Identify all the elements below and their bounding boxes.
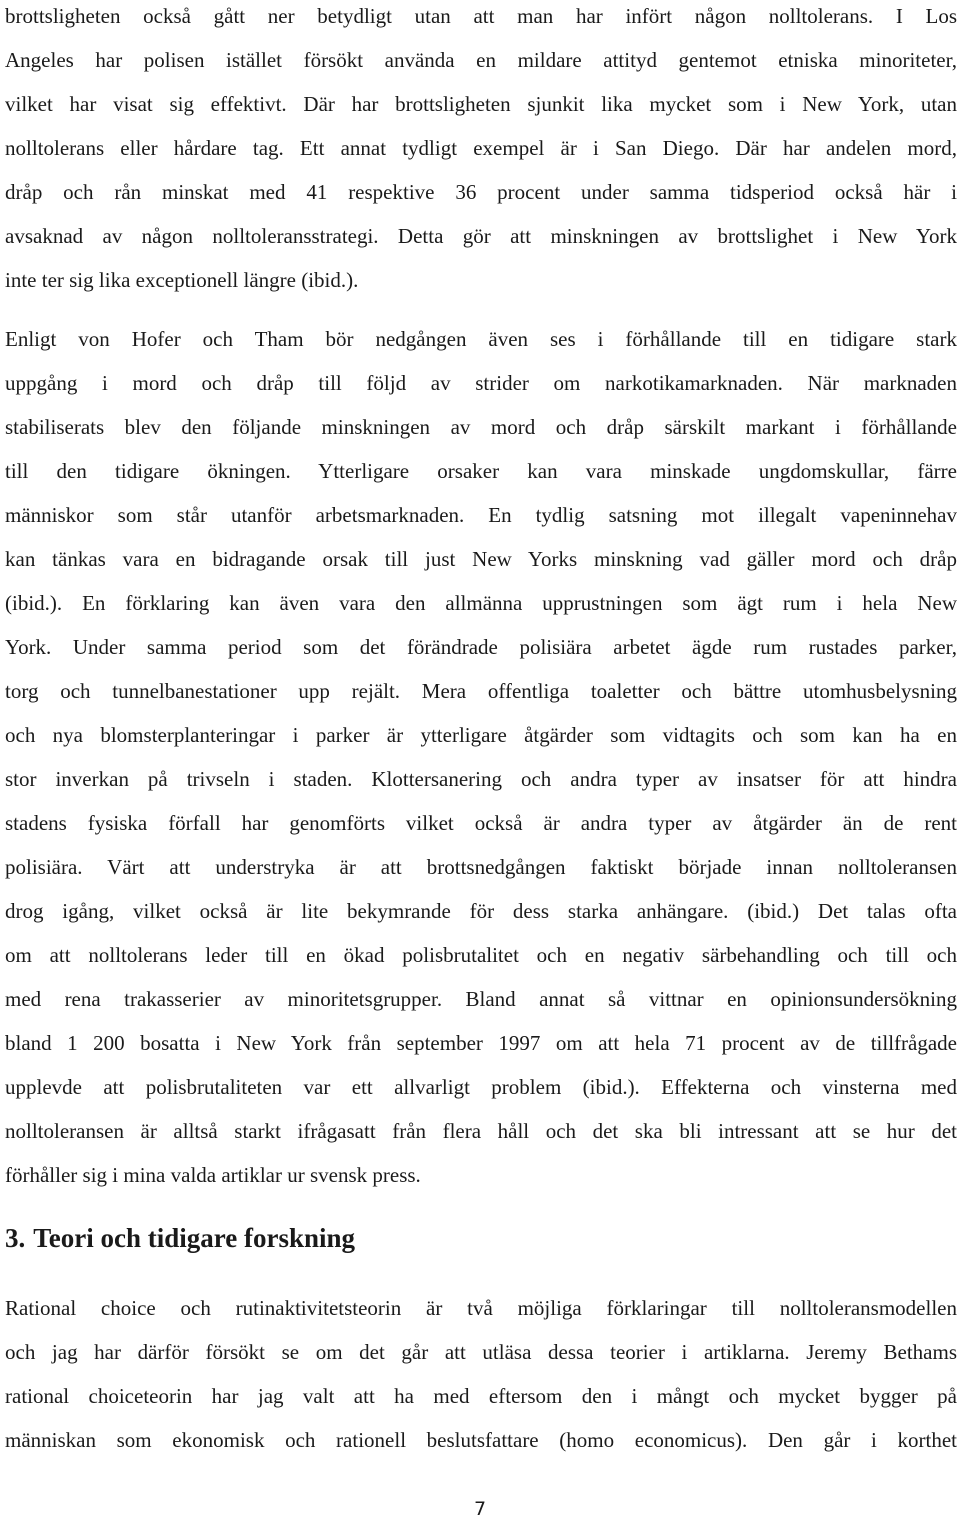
text-line: drog igång, vilket också är lite bekymrande för dess starka anhängare. (ibid.) Det talas ofta	[5, 899, 957, 923]
text-line: stadens fysiska förfall har genomförts vilket också är andra typer av åtgärder än de rent	[5, 811, 957, 835]
text-line: nolltolerans eller hårdare tag. Ett annat tydligt exempel är i San Diego. Där har andelen mord,	[5, 136, 957, 160]
section-number: 3.	[5, 1223, 26, 1253]
paragraph-3	[5, 1286, 957, 1462]
text-line: förhåller sig i mina valda artiklar ur svensk press.	[5, 1163, 421, 1187]
paragraph-2	[5, 317, 957, 1197]
text-line: människan som ekonomisk och rationell beslutsfattare (homo economicus). Den går i korthet	[5, 1428, 957, 1452]
text-line: stabiliserats blev den följande minskningen av mord och dråp särskilt markant i förhållande	[5, 415, 957, 439]
text-line: människor som står utanför arbetsmarknaden. En tydlig satsning mot illegalt vapeninnehav	[5, 503, 957, 527]
text-line: kan tänkas vara en bidragande orsak till just New Yorks minskning vad gäller mord och dråp	[5, 547, 957, 571]
text-line: om att nolltolerans leder till en ökad polisbrutalitet och en negativ särbehandling och till och	[5, 943, 957, 967]
text-line: nolltoleransen är alltså starkt ifrågasatt från flera håll och det ska bli intressant att se hur det	[5, 1119, 957, 1143]
text-line: avsaknad av någon nolltoleransstrategi. Detta gör att minskningen av brottslighet i New York	[5, 224, 957, 248]
text-line: uppgång i mord och dråp till följd av strider om narkotikamarknaden. När marknaden	[5, 371, 957, 395]
text-line: stor inverkan på trivseln i staden. Klottersanering och andra typer av insatser för att hindra	[5, 767, 957, 791]
text-line: rational choiceteorin har jag valt att ha med eftersom den i mångt och mycket bygger på	[5, 1384, 957, 1408]
text-line: York. Under samma period som det förändrade polisiära arbetet ägde rum rustades parker,	[5, 635, 957, 659]
text-line: torg och tunnelbanestationer upp rejält. Mera offentliga toaletter och bättre utomhusbelysning	[5, 679, 957, 703]
text-line: inte ter sig lika exceptionell längre (ibid.).	[5, 268, 359, 292]
text-line: bland 1 200 bosatta i New York från september 1997 om att hela 71 procent av de tillfrågade	[5, 1031, 957, 1055]
section-heading	[5, 1218, 355, 1258]
section-title: Teori och tidigare forskning	[33, 1223, 356, 1253]
text-line: Angeles har polisen istället försökt använda en mildare attityd gentemot etniska minoriteter,	[5, 48, 957, 72]
text-line: Enligt von Hofer och Tham bör nedgången även ses i förhållande till en tidigare stark	[5, 327, 957, 351]
text-line: upplevde att polisbrutaliteten var ett allvarligt problem (ibid.). Effekterna och vinsterna med	[5, 1075, 957, 1099]
text-line: (ibid.). En förklaring kan även vara den allmänna upprustningen som ägt rum i hela New	[5, 591, 957, 615]
page-number: 7	[473, 1498, 487, 1520]
text-line: med rena trakasserier av minoritetsgrupper. Bland annat så vittnar en opinionsundersökning	[5, 987, 957, 1011]
text-line: vilket har visat sig effektivt. Där har brottsligheten sjunkit lika mycket som i New York, utan	[5, 92, 957, 116]
text-line: och nya blomsterplanteringar i parker är ytterligare åtgärder som vidtagits och som kan ha en	[5, 723, 957, 747]
paragraph-1	[5, 0, 957, 302]
text-line: och jag har därför försökt se om det går att utläsa dessa teorier i artiklarna. Jeremy Bethams	[5, 1340, 957, 1364]
text-line: Rational choice och rutinaktivitetsteorin är två möjliga förklaringar till nolltoleransmodellen	[5, 1296, 957, 1320]
text-line: brottsligheten också gått ner betydligt utan att man har infört någon nolltolerans. I Los	[5, 4, 957, 28]
text-line: till den tidigare ökningen. Ytterligare orsaker kan vara minskade ungdomskullar, färre	[5, 459, 957, 483]
text-line: polisiära. Värt att understryka är att brottsnedgången faktiskt började innan nolltoleransen	[5, 855, 957, 879]
text-line: dråp och rån minskat med 41 respektive 36 procent under samma tidsperiod också här i	[5, 180, 957, 204]
